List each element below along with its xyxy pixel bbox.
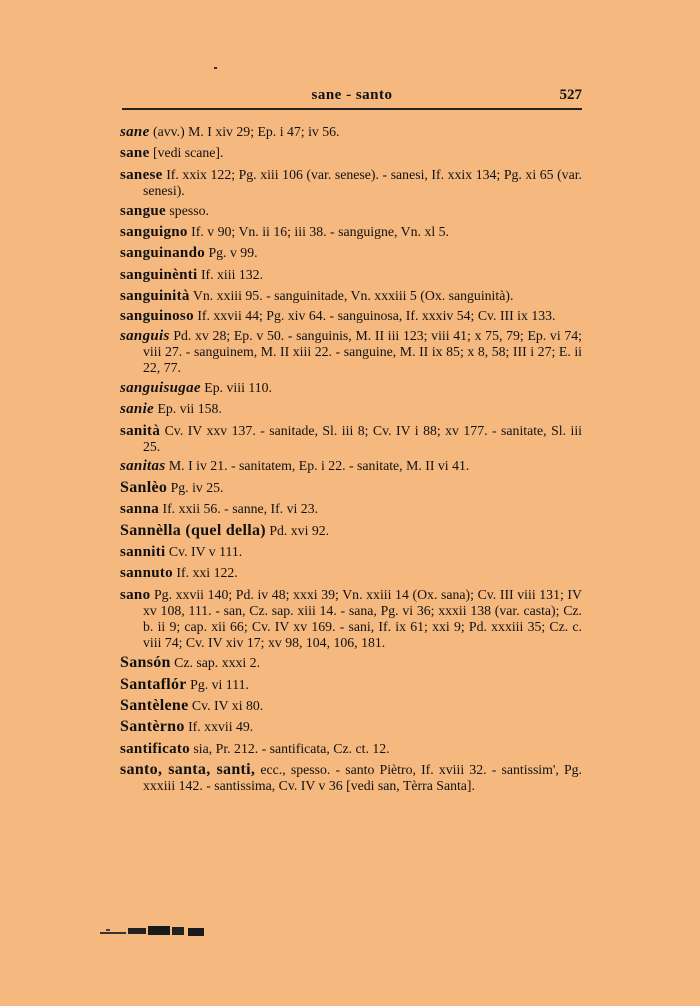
headword: Santèrno [120, 718, 185, 736]
headword: sanese [120, 166, 163, 183]
headword: Sannèlla (quel della) [120, 521, 266, 539]
entry-text: If. v 90; Vn. ii 16; iii 38. - sanguigne, Vn. xl 5. [187, 224, 449, 240]
entry-text: Cv. IV xi 80. [188, 697, 264, 713]
entry-text: Ep. vii 158. [154, 401, 222, 417]
entry-text: Pd. xvi 92. [265, 522, 330, 538]
entry [120, 501, 582, 517]
headword: sanguigno [120, 224, 188, 241]
entry [120, 565, 582, 581]
entry [120, 480, 582, 496]
entry [120, 655, 582, 671]
entry-text: Pg. iv 25. [167, 479, 224, 495]
entry [120, 762, 582, 794]
entry-text: If. xxii 56. - sanne, If. vi 23. [159, 501, 319, 517]
headword: Sanlèo [120, 478, 168, 496]
entry-text: Cz. sap. xxxi 2. [170, 655, 261, 671]
headword: Sansón [120, 654, 171, 672]
headword: santo, santa, santi, [120, 761, 256, 779]
entry [120, 458, 582, 474]
entry-text: Cv. IV xxv 137. - sanitade, Sl. iii 8; Cv. IV i 88; xv 177. - sanitate, Sl. iii 25. [143, 422, 582, 454]
header-rule [122, 108, 582, 110]
headword: sane [120, 124, 150, 140]
headword: sanguinoso [120, 307, 194, 324]
entry [120, 203, 582, 219]
headword: sanguisugae [120, 379, 201, 396]
entry-text: Pg. v 99. [205, 245, 258, 261]
entry [120, 328, 582, 377]
entry-text: If. xiii 132. [197, 266, 264, 282]
entry-text: Pd. xv 28; Ep. v 50. - sanguinis, M. II iii 123; viii 41; x 75, 79; Ep. vi 74; viii 27. - sanguinem, M. II xiii 22. - sanguine, M. II ix 85; x 8, 58; III i 27; E. ii 22, 77. [143, 327, 582, 376]
entry-text: Pg. vi 111. [186, 676, 249, 692]
entry-text: If. xxix 122; Pg. xiii 106 (var. senese). - sanesi, If. xxix 134; Pg. xi 65 (var. senesi). [143, 166, 582, 198]
headword: sanguis [120, 327, 170, 344]
entry-text: If. xxi 122. [172, 565, 238, 581]
headword: santificato [120, 740, 190, 757]
headword: sanitas [120, 458, 166, 475]
entry [120, 587, 582, 652]
entry-text: Vn. xxiii 95. - sanguinitade, Vn. xxxiii 5 (Ox. sanguinità). [189, 288, 514, 304]
entry-text: (avv.) M. I xiv 29; Ep. i 47; iv 56. [149, 124, 340, 139]
page-header [122, 84, 582, 106]
entry [120, 288, 582, 304]
entry [120, 698, 582, 714]
page-number: 527 [559, 87, 582, 103]
headword: sanguinènti [120, 266, 198, 283]
dictionary-body [120, 124, 582, 798]
headword: sane [120, 145, 150, 162]
entry [120, 401, 582, 417]
running-head: sane - santo [311, 87, 393, 103]
entry [120, 308, 582, 324]
entry-text: ecc., spesso. - santo Piètro, If. xviii 32. - santissim', Pg. xxxiii 142. - santissima, Cv. IV v 36 [vedi san, Tèrra Santa]. [143, 762, 582, 794]
entry [120, 380, 582, 396]
ink-speck [214, 67, 217, 69]
headword: sannuto [120, 565, 173, 582]
entry-text: sia, Pr. 212. - santificata, Cz. ct. 12. [189, 740, 390, 756]
entry [120, 224, 582, 240]
headword: sanguinando [120, 245, 206, 262]
entry-text: Pg. xxvii 140; Pd. iv 48; xxxi 39; Vn. xxiii 14 (Ox. sana); Cv. III viii 131; IV xv 108, 111. - san, Cz. sap. xiii 14. - sana, Pg. vi 36; xxxii 138 (var. casta); Cz. b. ii 9; cap. xii 66; Cv. IV xv 169. - sani, If. ix 61; xxi 9; Pd. xxxiii 35; Cz. c. viii 74; Cv. IV xiv 17; xv 98, 104, 106, 181. [143, 586, 582, 651]
entry [120, 423, 582, 455]
entry-text: If. xxvii 44; Pg. xiv 64. - sanguinosa, If. xxxiv 54; Cv. III ix 133. [193, 307, 556, 323]
headword: Santaflór [120, 675, 187, 693]
entry [120, 145, 582, 161]
entry [120, 167, 582, 199]
entry [120, 267, 582, 283]
entry-text: M. I iv 21. - sanitatem, Ep. i 22. - sanitate, M. II vi 41. [165, 458, 470, 474]
entry-text: If. xxvii 49. [184, 719, 254, 735]
headword: sanguinità [120, 288, 190, 305]
headword: sanniti [120, 544, 166, 561]
ink-smudge [98, 924, 205, 938]
entry [120, 719, 582, 735]
entry-text: Ep. viii 110. [200, 379, 272, 395]
headword: sanie [120, 401, 155, 418]
entry-text: [vedi scane]. [149, 145, 224, 161]
headword: Santèlene [120, 696, 189, 714]
entry [120, 523, 582, 539]
headword: sanna [120, 501, 160, 518]
entry-text: spesso. [165, 202, 209, 218]
headword: sangue [120, 202, 166, 219]
headword: sano [120, 586, 151, 603]
entry-text: Cv. IV v 111. [165, 544, 243, 560]
headword: sanità [120, 422, 161, 439]
entry [120, 741, 582, 757]
entry [120, 677, 582, 693]
entry [120, 124, 582, 140]
entry [120, 245, 582, 261]
entry [120, 544, 582, 560]
